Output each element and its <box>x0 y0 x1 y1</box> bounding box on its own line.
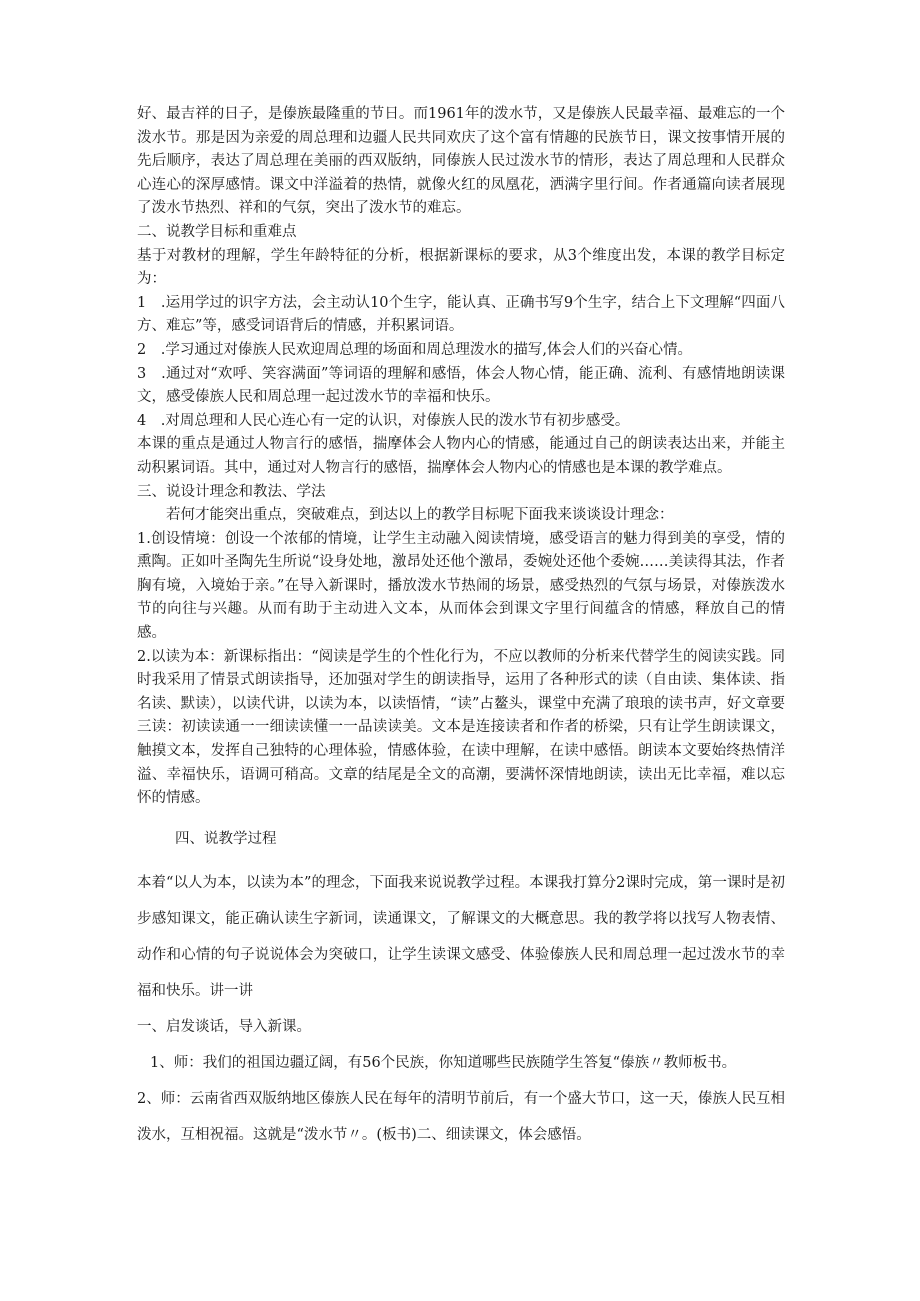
design-item-2: 2.以读为本：新课标指出：“阅读是学生的个性化行为，不应以教师的分析来代替学生的阅读实践。同时我采用了情景式朗读指导，还加强对学生的朗读指导，运用了各种形式的读（自由读、集体读、指名读、默读），以读代讲，以读为本，以读悟情，“读”占鳌头，课堂中充满了琅琅的读书声，好文章要三读：初读读通一一细读读懂一一品读读美。文本是连接读者和作者的桥梁，只有让学生朗读课文，触摸文本，发挥自己独特的心理体验，情感体验，在读中理解，在读中感悟。朗读本文要始终热情洋溢、幸福快乐，语调可稍高。文章的结尾是全文的高潮，要满怀深情地朗读，读出无比幸福，难以忘怀的情感。 <box>137 648 785 807</box>
goal-item-2: 2 .学习通过对傣族人民欢迎周总理的场面和周总理泼水的描写,体会人们的兴奋心情。 <box>137 341 692 358</box>
step-item-2: 2、师：云南省西双版纳地区傣族人民在每年的清明节前后，有一个盛大节口，这一天，傣族人民互相泼水，互相祝福。这就是“泼水节〃。(板书)二、细读课文，体会感悟。 <box>137 1090 785 1143</box>
section-heading-design: 三、说设计理念和教法、学法 <box>137 483 326 500</box>
document-body <box>137 103 785 1153</box>
design-intro-paragraph: 若何才能突出重点，突破难点，到达以上的教学目标呢下面我来谈谈设计理念： <box>166 507 674 524</box>
goals-intro-paragraph: 基于对教材的理解，学生年龄特征的分析，根据新课标的要求，从3个维度出发，本课的教学目标定为： <box>137 247 785 288</box>
goal-item-3: 3 .通过对“欢呼、笑容满面”等词语的理解和感悟，体会人物心情，能正确、流利、有感情地朗读课文，感受傣族人民和周总理一起过泼水节的幸福和快乐。 <box>137 365 785 406</box>
design-item-1: 1.创设情境：创设一个浓郁的情境，让学生主动融入阅读情境，感受语言的魅力得到美的享受，情的熏陶。正如叶圣陶先生所说“设身处地，激昂处还他个激昂，委婉处还他个委婉……美读得其法，作者胸有境，入境始于亲。”在导入新课时，播放泼水节热闹的场景，感受热烈的气氛与场景，对傣族泼水节的向往与兴趣。从而有助于主动进入文本，从而体会到课文字里行间蕴含的情感，释放自己的情感。 <box>137 530 785 642</box>
key-points-paragraph: 本课的重点是通过人物言行的感悟，揣摩体会人物内心的情感，能通过自己的朗读表达出来，并能主动积累词语。其中，通过对人物言行的感悟，揣摩体会人物内心的情感也是本课的教学难点。 <box>137 436 785 476</box>
process-paragraph: 本着“以人为本，以读为本”的理念，下面我来说说教学过程。本课我打算分2课时完成，第一课时是初步感知课文，能正确认读生字新词，读通课文，了解课文的大概意思。我的教学将以找写人物表情、动作和心情的句子说说体会为突破口，让学生读课文感受、体验傣族人民和周总理一起过泼水节的幸福和快乐。讲一讲 <box>137 874 785 999</box>
goal-item-1: 1 .运用学过的识字方法，会主动认10个生字，能认真、正确书写9个生字，结合上下文理解“四面八方、难忘”等，感受词语背后的情感，并积累词语。 <box>137 294 785 335</box>
section-heading-goals: 二、说教学目标和重难点 <box>137 223 297 240</box>
step-heading-1: 一、启发谈话，导入新课。 <box>137 1018 311 1035</box>
section-heading-process: 四、说教学过程 <box>175 830 277 847</box>
intro-paragraph: 好、最吉祥的日子，是傣族最隆重的节日。而1961年的泼水节，又是傣族人民最幸福、最难忘的一个泼水节。那是因为亲爱的周总理和边疆人民共同欢庆了这个富有情趣的民族节日，课文按事情开展的先后顺序，表达了周总理在美丽的西双版纳，同傣族人民过泼水节的情形，表达了周总理和人民群众心连心的深厚感情。课文中洋溢着的热情，就像火红的凤凰花，洒满字里行间。作者通篇向读者展现了泼水节热烈、祥和的气氛，突出了泼水节的难忘。 <box>137 106 785 217</box>
goal-item-4: 4 .对周总理和人民心连心有一定的认识，对傣族人民的泼水节有初步感受。 <box>137 412 630 429</box>
step-item-1: 1、师：我们的祖国边疆辽阔，有56个民族，你知道哪些民族随学生答复“傣族〃教师板书。 <box>150 1054 737 1071</box>
